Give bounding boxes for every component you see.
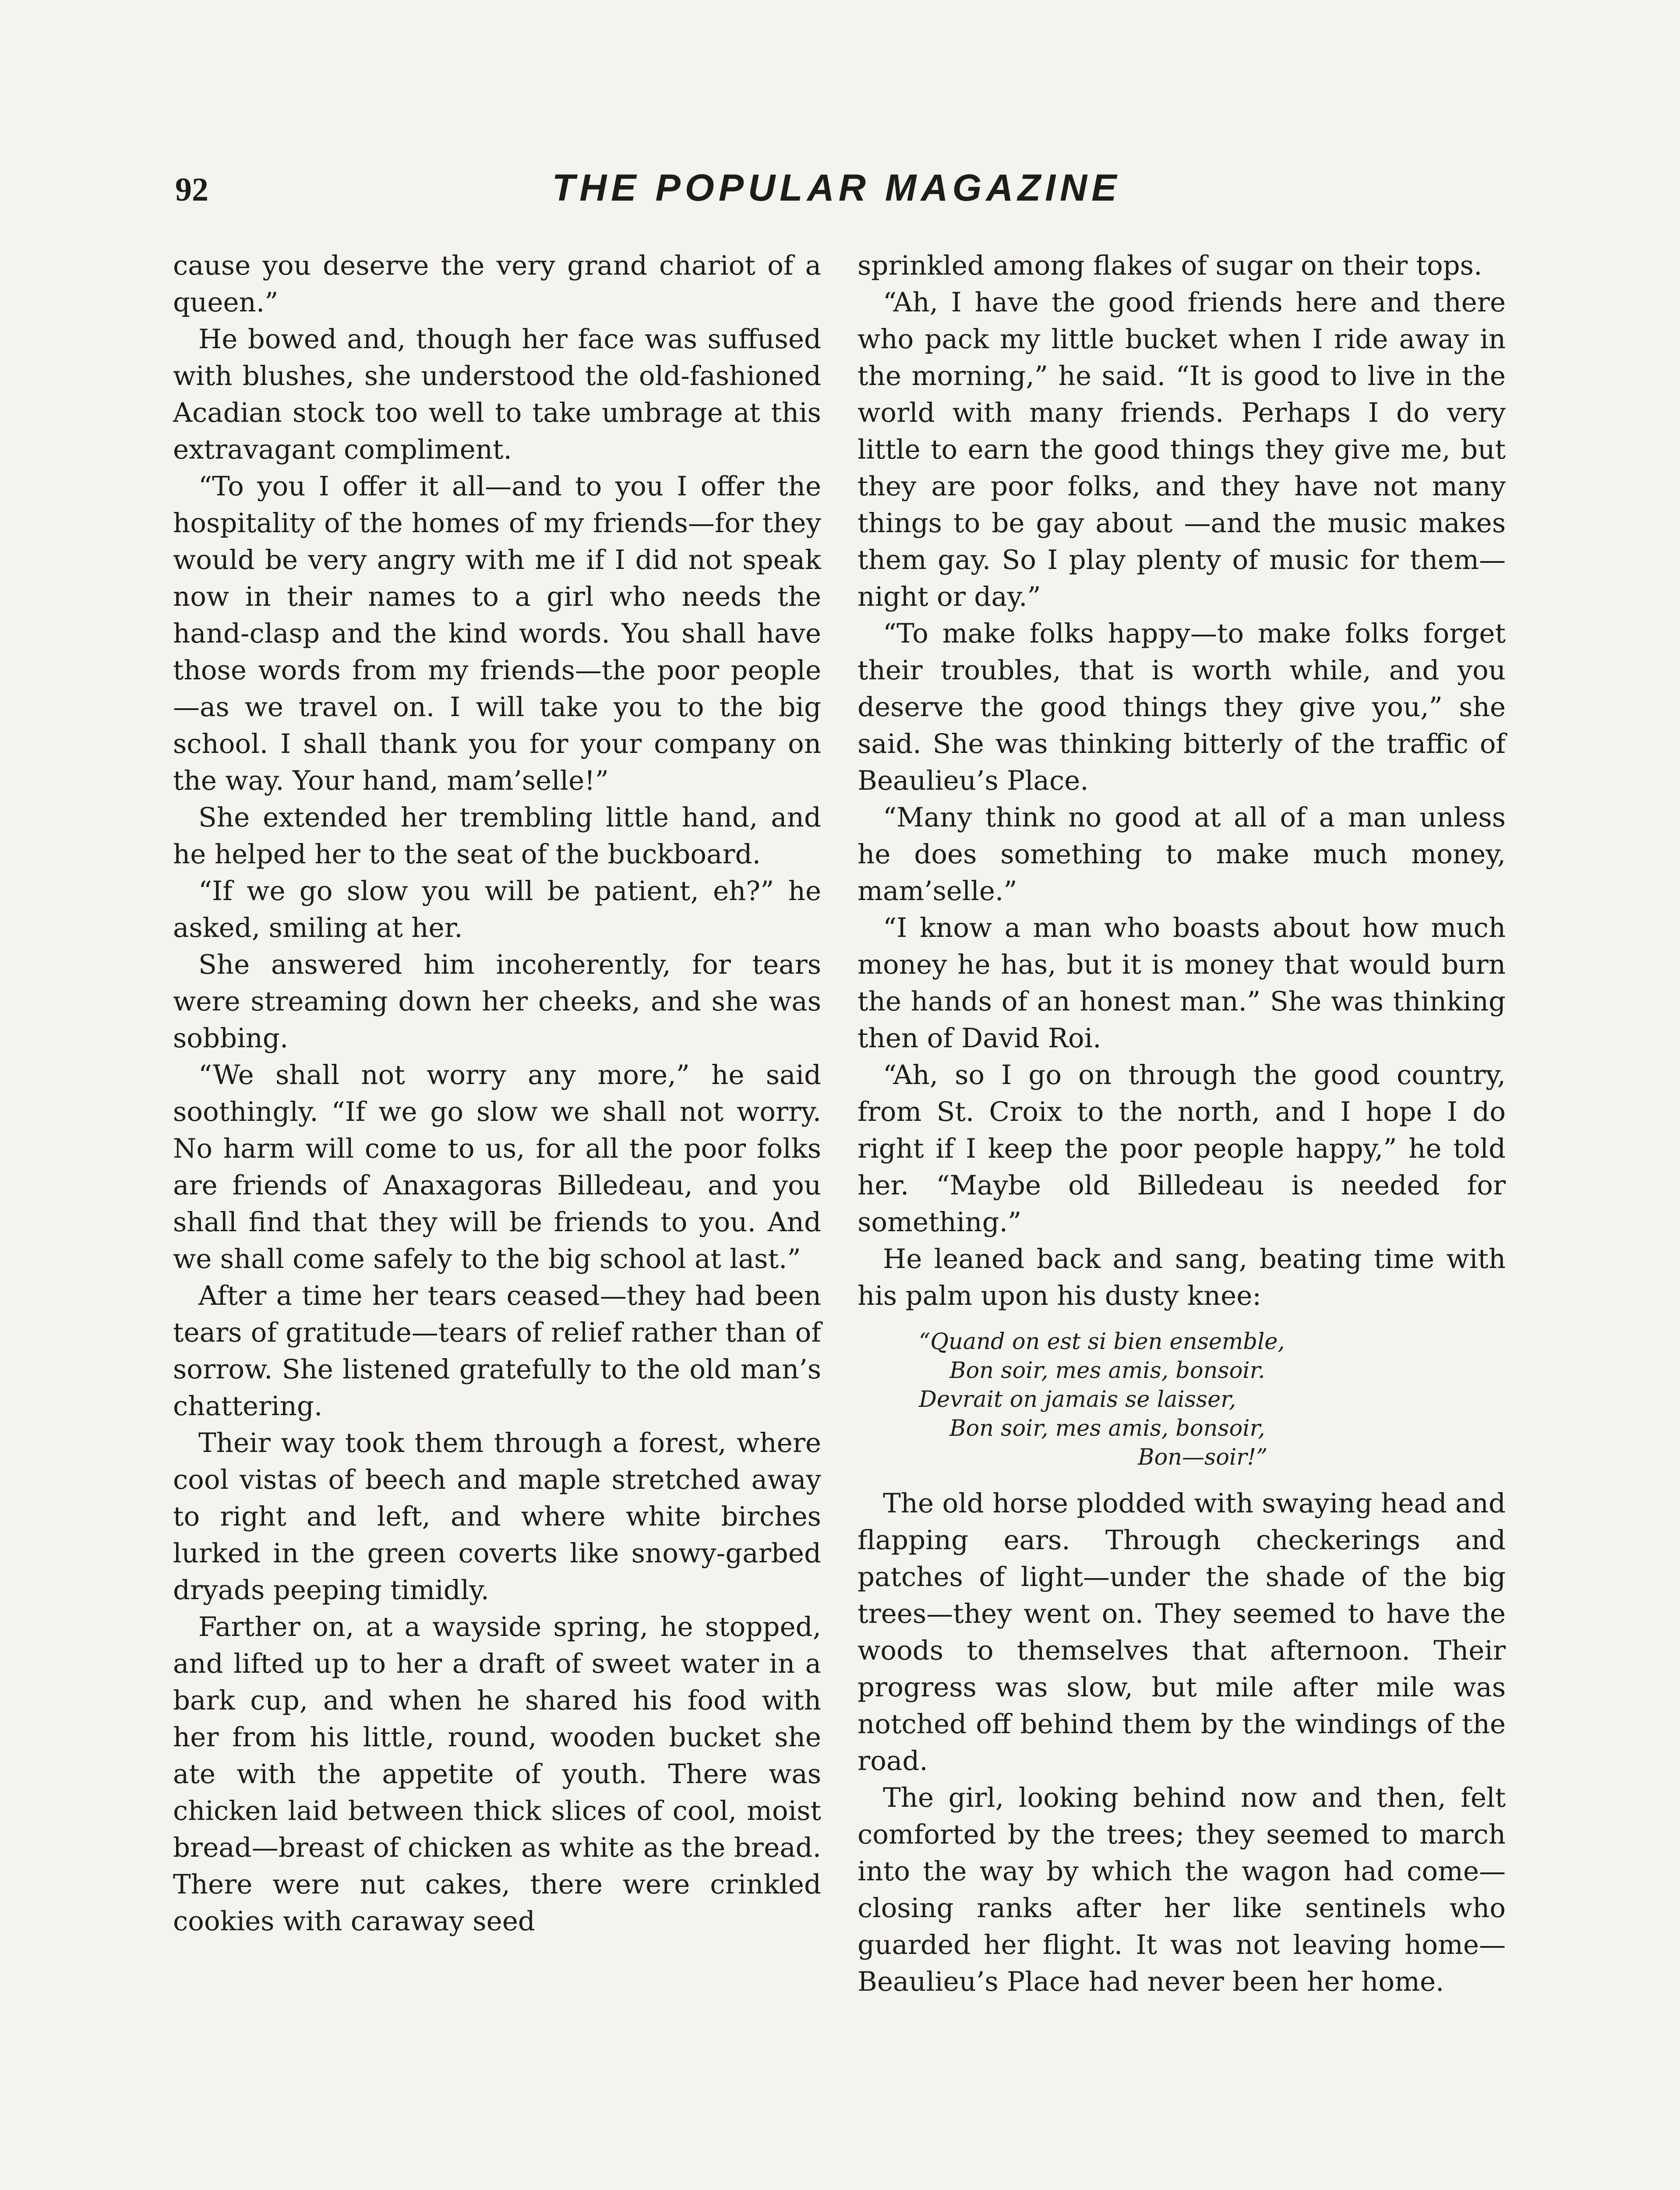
verse-line: Bon—soir!” xyxy=(1138,1445,1268,1470)
paragraph: “Ah, I have the good friends here and there who pack my little bucket when I ride away in the morning,” he said. “It is good to live in the world with many friends. Perhaps I do very little to earn the good things they give me, but they are poor folks, and they have not many things to be gay about —and the music makes them gay. So I play plenty of music for them—night or day.” xyxy=(858,287,1506,612)
paragraph: “We shall not worry any more,” he said soothingly. “If we go slow we shall not worry. No harm will come to us, for all the poor folks are friends of Anaxagoras Billedeau, and you shall find that they will be friends to you. And we shall come safely to the big school at last.” xyxy=(173,1060,821,1275)
left-column xyxy=(173,247,821,1940)
paragraph: He bowed and, though her face was suffused with blushes, she understood the old-fashioned Acadian stock too well to take umbrage at this extravagant compliment. xyxy=(173,324,821,465)
paragraph: The old horse plodded with swaying head and flapping ears. Through checkerings and patches of light—under the shade of the big trees—they went on. They seemed to have the woods to themselves that afternoon. Their progress was slow, but mile after mile was notched off behind them by the windings of the road. xyxy=(858,1488,1506,1777)
paragraph: She answered him incoherently, for tears were streaming down her cheeks, and she was sobbing. xyxy=(173,949,821,1054)
paragraph: “To make folks happy—to make folks forget their troubles, that is worth while, and you deserve the good things they give you,” she said. She was thinking bitterly of the traffic of Beaulieu’s Place. xyxy=(858,618,1506,796)
paragraph: The girl, looking behind now and then, felt comforted by the trees; they seemed to march into the way by which the wagon had come—closing ranks after her like sentinels who guarded her flight. It was not leaving home—Beaulieu’s Place had never been her home. xyxy=(858,1782,1506,1997)
paragraph: Farther on, at a wayside spring, he stopped, and lifted up to her a draft of sweet water in a bark cup, and when he shared his food with her from his little, round, wooden bucket she ate with the appetite of youth. There was chicken laid between thick slices of cool, moist bread—breast of chicken as white as the bread. There were nut cakes, there were crinkled cookies with caraway seed xyxy=(173,1611,821,1937)
paragraph: “Many think no good at all of a man unless he does something to make much money, mam’selle.” xyxy=(858,802,1506,907)
page-number: 92 xyxy=(175,171,208,208)
paragraph: sprinkled among flakes of sugar on their tops. xyxy=(858,250,1482,281)
verse-line: Devrait on jamais se laisser, xyxy=(919,1387,1236,1413)
paragraph: cause you deserve the very grand chariot of a queen.” xyxy=(173,250,821,318)
paragraph: “To you I offer it all—and to you I offer the hospitality of the homes of my friends—for they would be very angry with me if I did not speak now in their names to a girl who needs the hand-clasp and the kind words. You shall have those words from my friends—the poor people—as we travel on. I will take you to the big school. I shall thank you for your company on the way. Your hand, mam’selle!” xyxy=(173,471,821,796)
paragraph: He leaned back and sang, beating time with his palm upon his dusty knee: xyxy=(858,1243,1506,1311)
paragraph: “I know a man who boasts about how much money he has, but it is money that would burn the hands of an honest man.” She was thinking then of David Roi. xyxy=(858,912,1506,1054)
verse-line: Bon soir, mes amis, bonsoir, xyxy=(949,1416,1265,1441)
page-header xyxy=(175,158,1498,223)
paragraph: Their way took them through a forest, where cool vistas of beech and maple stretched away to right and left, and where white birches lurked in the green coverts like snowy-garbed dryads peeping timidly. xyxy=(173,1427,821,1606)
verse-line: Bon soir, mes amis, bonsoir. xyxy=(949,1358,1265,1384)
right-column xyxy=(858,247,1506,2000)
paragraph: She extended her trembling little hand, and he helped her to the seat of the buckboard. xyxy=(173,802,821,870)
song-verse xyxy=(858,1328,1506,1472)
paragraph: After a time her tears ceased—they had been tears of gratitude—tears of relief rather than of sorrow. She listened gratefully to the old man’s chattering. xyxy=(173,1280,821,1422)
paragraph: “Ah, so I go on through the good country, from St. Croix to the north, and I hope I do right if I keep the poor people happy,” he told her. “Maybe old Billedeau is needed for something.” xyxy=(858,1060,1506,1238)
verse-line: “Quand on est si bien ensemble, xyxy=(919,1329,1285,1355)
running-title: THE POPULAR MAGAZINE xyxy=(552,167,1121,209)
paragraph: “If we go slow you will be patient, eh?” he asked, smiling at her. xyxy=(173,876,821,943)
